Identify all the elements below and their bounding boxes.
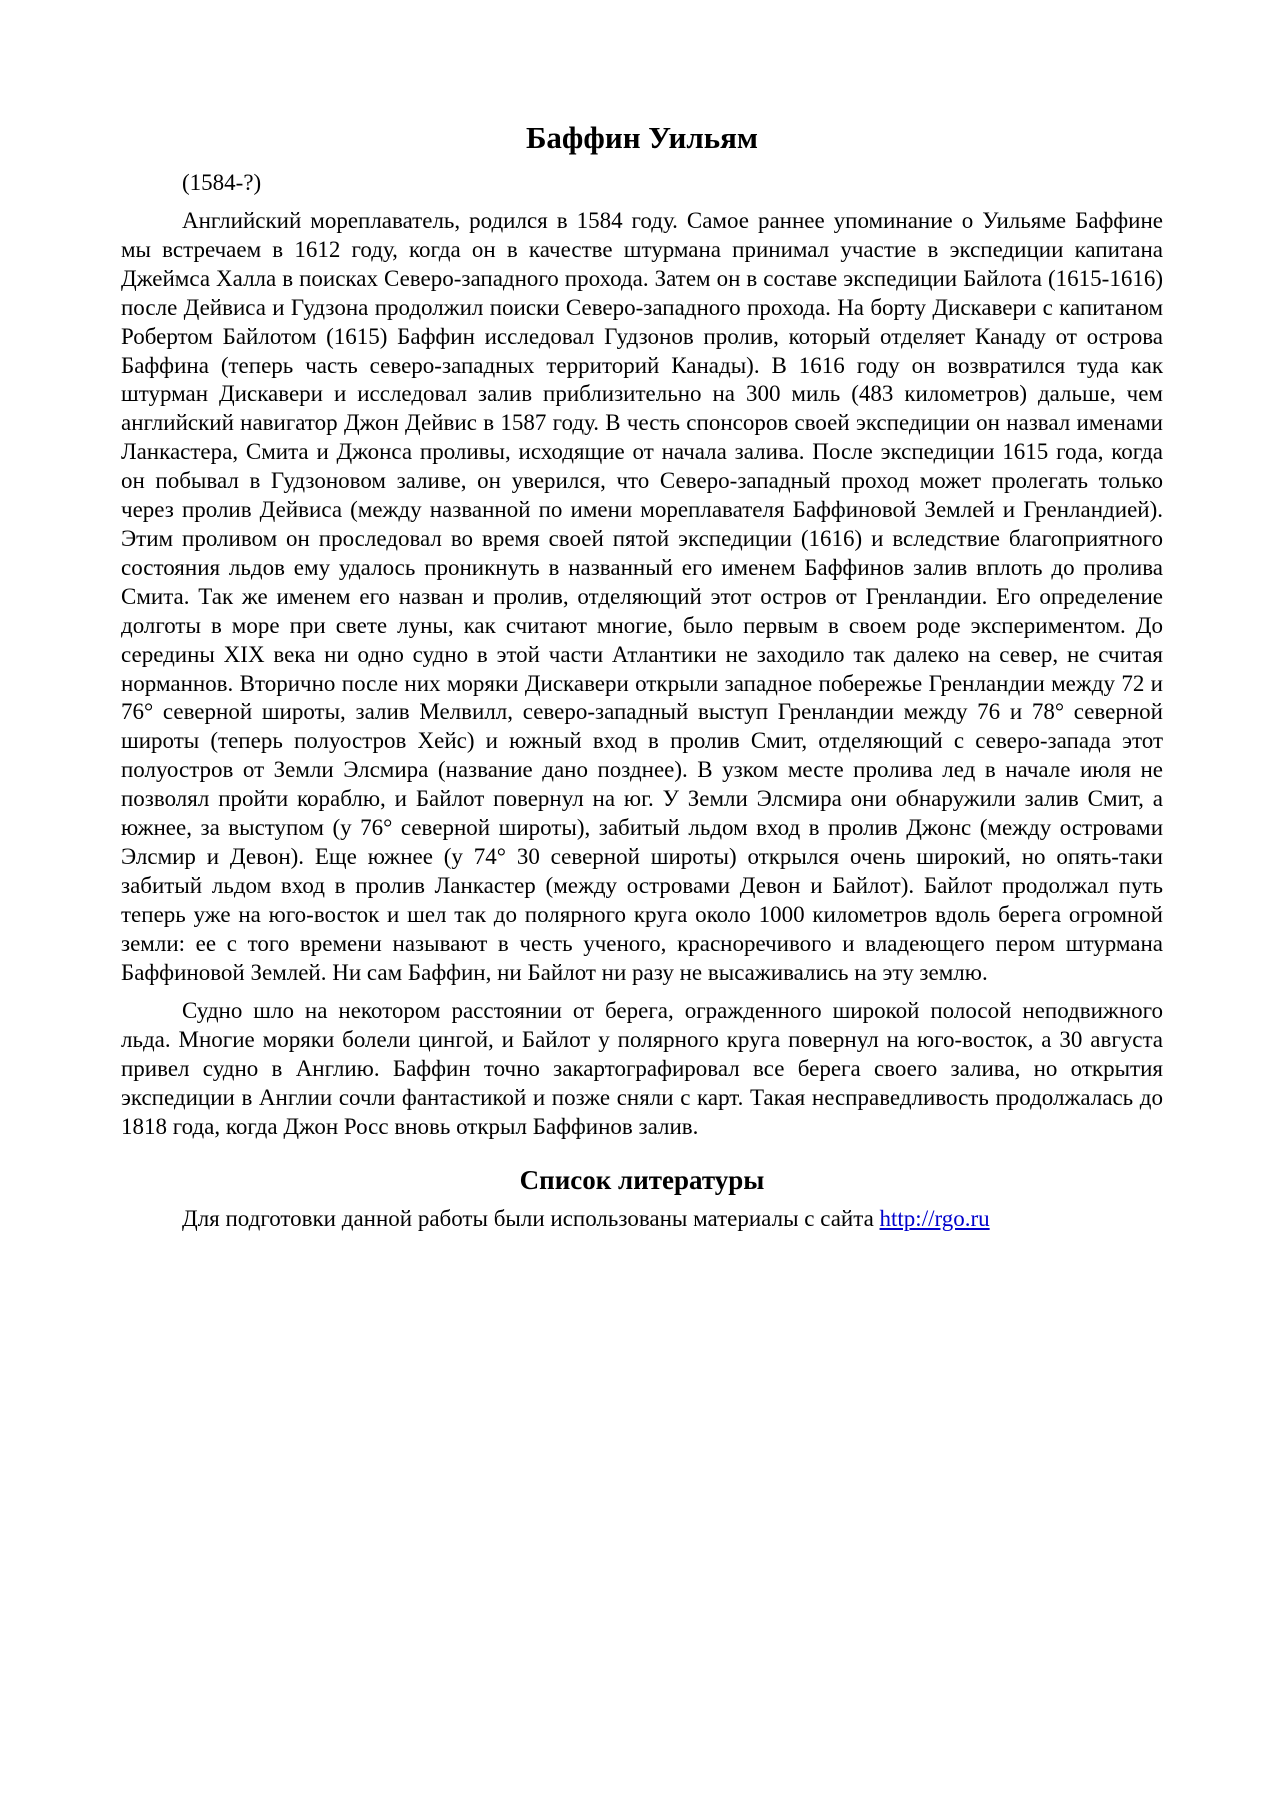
references-link[interactable]: http://rgo.ru: [879, 1206, 990, 1231]
references-text: Для подготовки данной работы были использованы материалы с сайта: [182, 1206, 880, 1231]
body-paragraph-2: Судно шло на некотором расстоянии от берега, огражденного широкой полосой неподвижного льда. Многие моряки болели цингой, и Байлот у полярного круга повернул на юго-восток, а 30 августа привел судно в Англию. Баффин точно закартографировал все берега своего залива, но открытия экспедиции в Англии сочли фантастикой и позже сняли с карт. Такая несправедливость продолжалась до 1818 года, когда Джон Росс вновь открыл Баффинов залив.: [121, 998, 1163, 1140]
life-dates: (1584-?): [182, 170, 262, 195]
references-heading: Список литературы: [519, 1165, 765, 1195]
body-paragraph-1: Английский мореплаватель, родился в 1584 году. Самое раннее упоминание о Уильяме Баффине мы встречаем в 1612 году, когда он в качестве штурмана принимал участие в экспедиции капитана Джеймса Халла в поисках Северо-западного прохода. Затем он в составе экспедиции Байлота (1615-1616) после Дейвиса и Гудзона продолжил поиски Северо-западного прохода. На борту Дискавери с капитаном Робертом Байлотом (1615) Баффин исследовал Гудзонов пролив, который отделяет Канаду от острова Баффина (теперь часть северо-западных территорий Канады). В 1616 году он возвратился туда как штурман Дискавери и исследовал залив приблизительно на 300 миль (483 километров) дальше, чем английский навигатор Джон Дейвис в 1587 году. В честь спонсоров своей экспедиции он назвал именами Ланкастера, Смита и Джонса проливы, исходящие от начала залива. После экспедиции 1615 года, когда он побывал в Гудзоновом заливе, он уверился, что Северо-западный проход может пролегать только через пролив Дейвиса (между названной по имени мореплавателя Баффиновой Землей и Гренландией). Этим проливом он проследовал во время своей пятой экспедиции (1616) и вследствие благоприятного состояния льдов ему удалось проникнуть в названный его именем Баффинов залив вплоть до пролива Смита. Так же именем его назван и пролив, отделяющий этот остров от Гренландии. Его определение долготы в море при свете луны, как считают многие, было первым в своем роде экспериментом. До середины XIX века ни одно судно в этой части Атлантики не заходило так далеко на север, не считая норманнов. Вторично после них моряки Дискавери открыли западное побережье Гренландии между 72 и 76° северной широты, залив Мелвилл, северо-западный выступ Гренландии между 76 и 78° северной широты (теперь полуостров Хейс) и южный вход в пролив Смит, отделяющий с северо-запада этот полуостров от Земли Элсмира (название дано позднее). В узком месте пролива лед в начале июля не позволял пройти кораблю, и Байлот повернул на юг. У Земли Элсмира они обнаружили залив Смит, а южнее, за выступом (у 76° северной широты), забитый льдом вход в пролив Джонс (между островами Элсмир и Девон). Еще южнее (у 74° 30 северной широты) открылся очень широкий, но опять-таки забитый льдом вход в пролив Ланкастер (между островами Девон и Байлот). Байлот продолжал путь теперь уже на юго-восток и шел так до полярного круга около 1000 километров вдоль берега огромной земли: ее с того времени называют в честь ученого, красноречивого и владеющего пером штурмана Баффиновой Землей. Ни сам Баффин, ни Байлот ни разу не высаживались на эту землю.: [121, 208, 1163, 985]
references-line: [121, 1204, 1163, 1233]
page-title: Баффин Уильям: [525, 120, 759, 155]
document-page: [121, 118, 1163, 1233]
